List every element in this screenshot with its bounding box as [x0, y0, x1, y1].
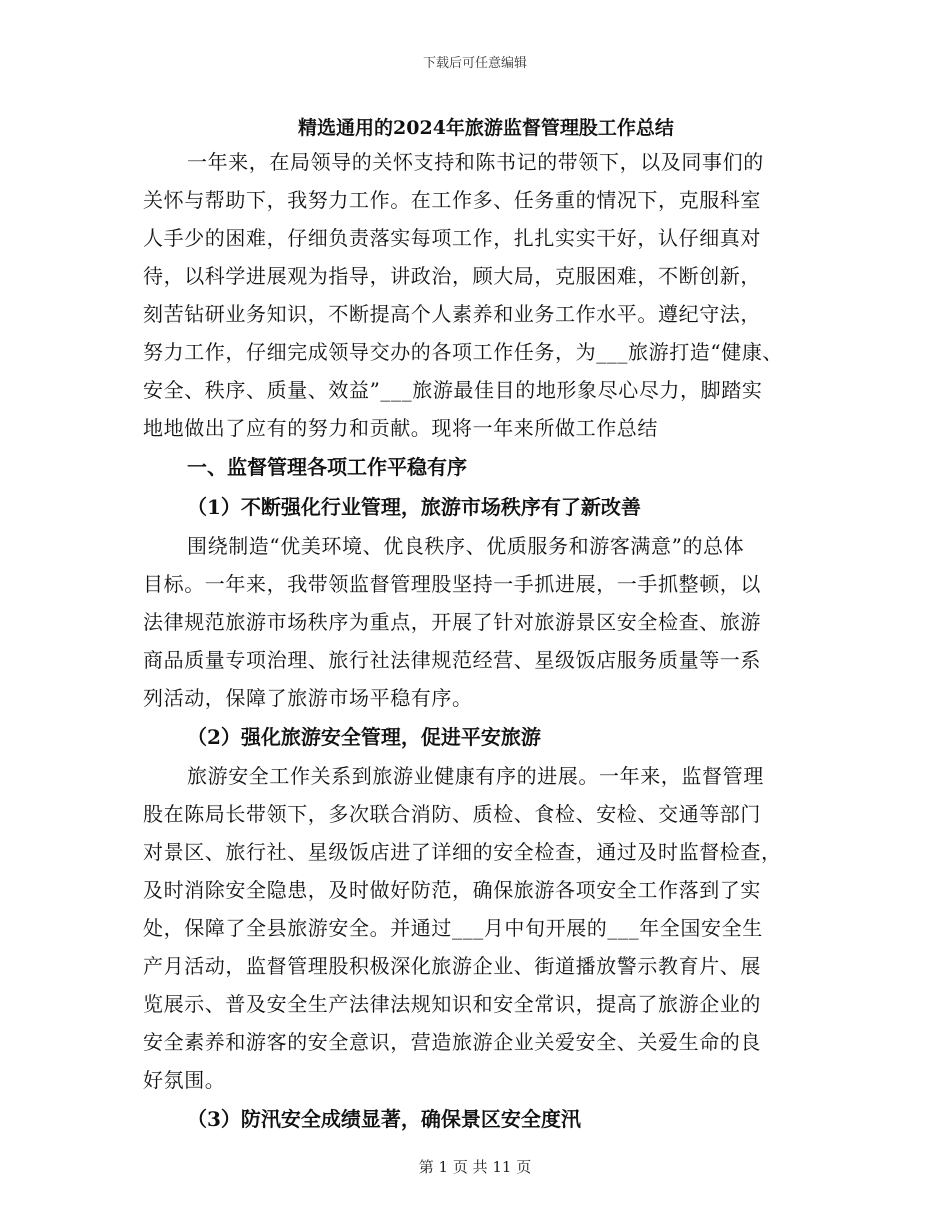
intro-paragraph: [143, 143, 823, 447]
text-line: 安全素养和游客的安全意识，营造旅游企业关爱安全、关爱生命的良: [143, 1030, 761, 1054]
text-line: 待，以科学进展观为指导，讲政治，顾大局，克服困难，不断创新，: [143, 264, 761, 288]
subsection-heading: （2）强化旅游安全管理，促进平安旅游: [187, 725, 541, 749]
text-line: 地地做出了应有的努力和贡献。现将一年来所做工作总结: [143, 416, 658, 440]
text-line: 刻苦钻研业务知识，不断提高个人素养和业务工作水平。遵纪守法，: [143, 302, 761, 326]
document-title: 精选通用的2024年旅游监督管理股工作总结: [298, 117, 674, 139]
text-line: 列活动，保障了旅游市场平稳有序。: [143, 686, 473, 710]
text-line: 人手少的困难，仔细负责落实每项工作，扎扎实实干好，认仔细真对: [143, 226, 761, 250]
header-note: 下载后可任意编辑: [422, 56, 527, 71]
text-line: 产月活动，监督管理股积极深化旅游企业、街道播放警示教育片、展: [143, 954, 761, 978]
text-line: 处，保障了全县旅游安全。并通过___月中旬开展的___年全国安全生: [143, 916, 763, 940]
text-line: 好氛围。: [143, 1068, 226, 1092]
text-line: 努力工作，仔细完成领导交办的各项工作任务，为___旅游打造“健康、: [143, 340, 784, 364]
text-line: 商品质量专项治理、旅行社法律规范经营、星级饭店服务质量等一系: [143, 648, 761, 672]
text-line: 安全、秩序、质量、效益”___旅游最佳目的地形象尽心尽力，脚踏实: [143, 378, 763, 402]
text-line: 对景区、旅行社、星级饭店进了详细的安全检查，通过及时监督检查，: [143, 840, 782, 864]
text-line: 及时消除安全隐患，及时做好防范，确保旅游各项安全工作落到了实: [143, 878, 761, 902]
text-line: 法律规范旅游市场秩序为重点，开展了针对旅游景区安全检查、旅游: [143, 610, 761, 634]
subsection-2-paragraph: [143, 757, 823, 1099]
document-body: [143, 143, 823, 1139]
text-line: 览展示、普及安全生产法律法规知识和安全常识，提高了旅游企业的: [143, 992, 761, 1016]
text-line: 一年来，在局领导的关怀支持和陈书记的带领下，以及同事们的: [187, 150, 764, 174]
section-heading: 一、监督管理各项工作平稳有序: [187, 455, 467, 479]
subsection-heading: （1）不断强化行业管理，旅游市场秩序有了新改善: [187, 495, 641, 519]
text-line: 关怀与帮助下，我努力工作。在工作多、任务重的情况下，克服科室: [143, 188, 761, 212]
text-line: 围绕制造“优美环境、优良秩序、优质服务和游客满意”的总体: [187, 534, 745, 558]
text-line: 股在陈局长带领下，多次联合消防、质检、食检、安检、交通等部门: [143, 802, 761, 826]
text-line: 旅游安全工作关系到旅游业健康有序的进展。一年来，监督管理: [187, 764, 764, 788]
subsection-1-paragraph: [143, 527, 823, 717]
text-line: 目标。一年来，我带领监督管理股坚持一手抓进展，一手抓整顿，以: [143, 572, 761, 596]
page-number: 第 1 页 共 11 页: [418, 1158, 532, 1176]
subsection-heading: （3）防汛安全成绩显著，确保景区安全度汛: [187, 1107, 581, 1131]
